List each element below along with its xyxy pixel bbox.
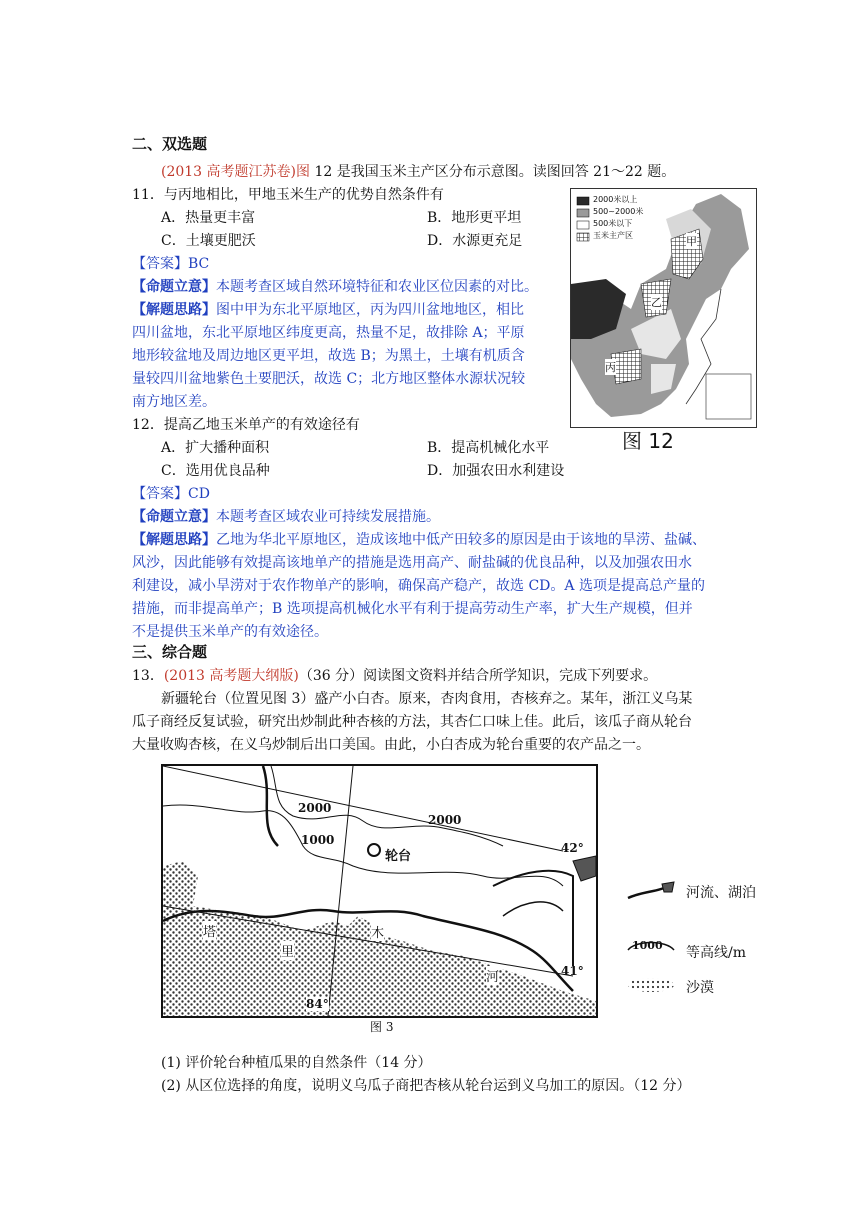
section-title: 二、双选题	[132, 135, 208, 153]
q12-idea-line: 措施，而非提高单产；B 选项提高机械化水平有利于提高劳动生产率，扩大生产规模，但并	[132, 601, 693, 617]
legend-label: 河流、湖泊	[686, 885, 756, 901]
q11-stem: 11．与丙地相比，甲地玉米生产的优势自然条件有	[132, 187, 444, 203]
q12-idea-line: 不是提供玉米单产的有效途径。	[132, 624, 328, 640]
source-tag: (2013 高考题江苏卷)	[161, 164, 297, 180]
legend-item: 玉米主产区	[593, 231, 633, 240]
q13-paragraph: 大量收购杏核，在义乌炒制后出口美国。由此，小白杏成为轮台重要的农产品之一。	[132, 737, 650, 753]
luntai-map	[161, 764, 598, 1018]
legend-label: 等高线/m	[686, 945, 746, 961]
latitude-label: 42°	[561, 841, 584, 855]
q12-idea-line: 利建设，减小旱涝对于农作物单产的影响，确保高产稳产，故选 CD。A 选项是提高总产量的	[132, 578, 705, 594]
river-lake-icon	[626, 880, 676, 904]
q11-purpose	[132, 276, 538, 299]
question-intro	[161, 161, 675, 184]
label-bing: 丙	[605, 361, 616, 374]
q12-option-b: B．提高机械化水平	[427, 440, 550, 456]
contour-label: 2000	[428, 813, 462, 827]
purpose-tag: 【命题立意】	[132, 279, 216, 295]
q12-option-d: D．加强农田水利建设	[427, 463, 565, 479]
place-char: 河	[486, 966, 499, 985]
intro-text: 12 是我国玉米主产区分布示意图。读图回答 21～22 题。	[310, 164, 676, 180]
place-char: 木	[371, 922, 384, 941]
q13-paragraph: 瓜子商经反复试验，研究出炒制此种杏核的方法，其杏仁口味上佳。此后，该瓜子商从轮台	[132, 714, 692, 730]
purpose-text: 本题考查区域农业可持续发展措施。	[216, 509, 440, 525]
idea-text: 乙地为华北平原地区，造成该地中低产田较多的原因是由于该地的旱涝、盐碱、	[216, 532, 706, 548]
q11-option-a: A．热量更丰富	[161, 210, 256, 226]
contour-label: 2000	[298, 801, 332, 815]
legend-contour-number: 1000	[632, 939, 663, 952]
contour-label: 1000	[301, 833, 335, 847]
figure-caption: 图 3	[370, 1020, 394, 1034]
place-char: 里	[281, 941, 294, 960]
q13-subquestion: (1) 评价轮台种植瓜果的自然条件（14 分）	[161, 1055, 432, 1071]
purpose-tag: 【命题立意】	[132, 509, 216, 525]
purpose-text: 本题考查区域自然环境特征和农业区位因素的对比。	[216, 279, 538, 295]
corn-region-map	[570, 188, 757, 428]
section-title: 三、综合题	[132, 643, 208, 661]
q11-idea-line	[132, 299, 524, 322]
legend-item: 500~2000米	[593, 207, 644, 216]
idea-tag: 【解题思路】	[132, 302, 216, 318]
longitude-label: 84°	[306, 997, 329, 1011]
q13-number: 13．	[132, 668, 164, 684]
q12-idea-line	[132, 529, 706, 552]
figure-caption: 图 12	[622, 429, 674, 453]
q12-idea-line: 风沙，因此能够有效提高该地单产的措施是选用高产、耐盐碱的优良品种，以及加强农田水	[132, 555, 692, 571]
q13-head-text: （36 分）阅读图文资料并结合所学知识，完成下列要求。	[298, 668, 658, 684]
q12-stem: 12．提高乙地玉米单产的有效途径有	[132, 417, 360, 433]
q11-idea-line: 地形较盆地及周边地区更平坦，故选 B；为黑土，土壤有机质含	[132, 348, 525, 364]
figure-ref: 图	[296, 164, 311, 180]
q11-idea-line: 量较四川盆地紫色土要肥沃，故选 C；北方地区整体水源状况较	[132, 371, 526, 387]
idea-tag: 【解题思路】	[132, 532, 216, 548]
source-tag: (2013 高考题大纲版)	[163, 668, 299, 684]
legend-item: 2000米以上	[593, 195, 638, 204]
idea-text: 图中甲为东北平原地区，丙为四川盆地地区，相比	[216, 302, 524, 318]
legend-item: 500米以下	[593, 219, 633, 228]
label-jia: 甲	[686, 235, 697, 248]
q11-option-c: C．土壤更肥沃	[161, 233, 256, 249]
q12-option-a: A．扩大播种面积	[161, 440, 270, 456]
legend-label: 沙漠	[686, 980, 714, 996]
q11-idea-line: 南方地区差。	[132, 394, 216, 410]
q11-option-b: B．地形更平坦	[427, 210, 522, 226]
q12-answer: 【答案】CD	[132, 486, 210, 502]
place-char: 塔	[203, 921, 216, 940]
city-label: 轮台	[385, 849, 412, 864]
q11-idea-line: 四川盆地，东北平原地区纬度更高，热量不足，故排除 A；平原	[132, 325, 525, 341]
label-yi: 乙	[651, 296, 662, 309]
q13-paragraph: 新疆轮台（位置见图 3）盛产小白杏。原来，杏肉食用，杏核弃之。某年，浙江义乌某	[161, 691, 693, 707]
latitude-label: 41°	[561, 964, 584, 978]
desert-icon	[626, 975, 676, 995]
map3-drawing	[163, 766, 596, 1016]
q12-option-c: C．选用优良品种	[161, 463, 270, 479]
q11-option-d: D．水源更充足	[427, 233, 523, 249]
q13-subquestion: (2) 从区位选择的角度，说明义乌瓜子商把杏核从轮台运到义乌加工的原因。（12 分）	[161, 1078, 691, 1094]
q12-purpose	[132, 506, 440, 529]
q13-head	[132, 665, 657, 688]
q11-answer: 【答案】BC	[132, 256, 210, 272]
